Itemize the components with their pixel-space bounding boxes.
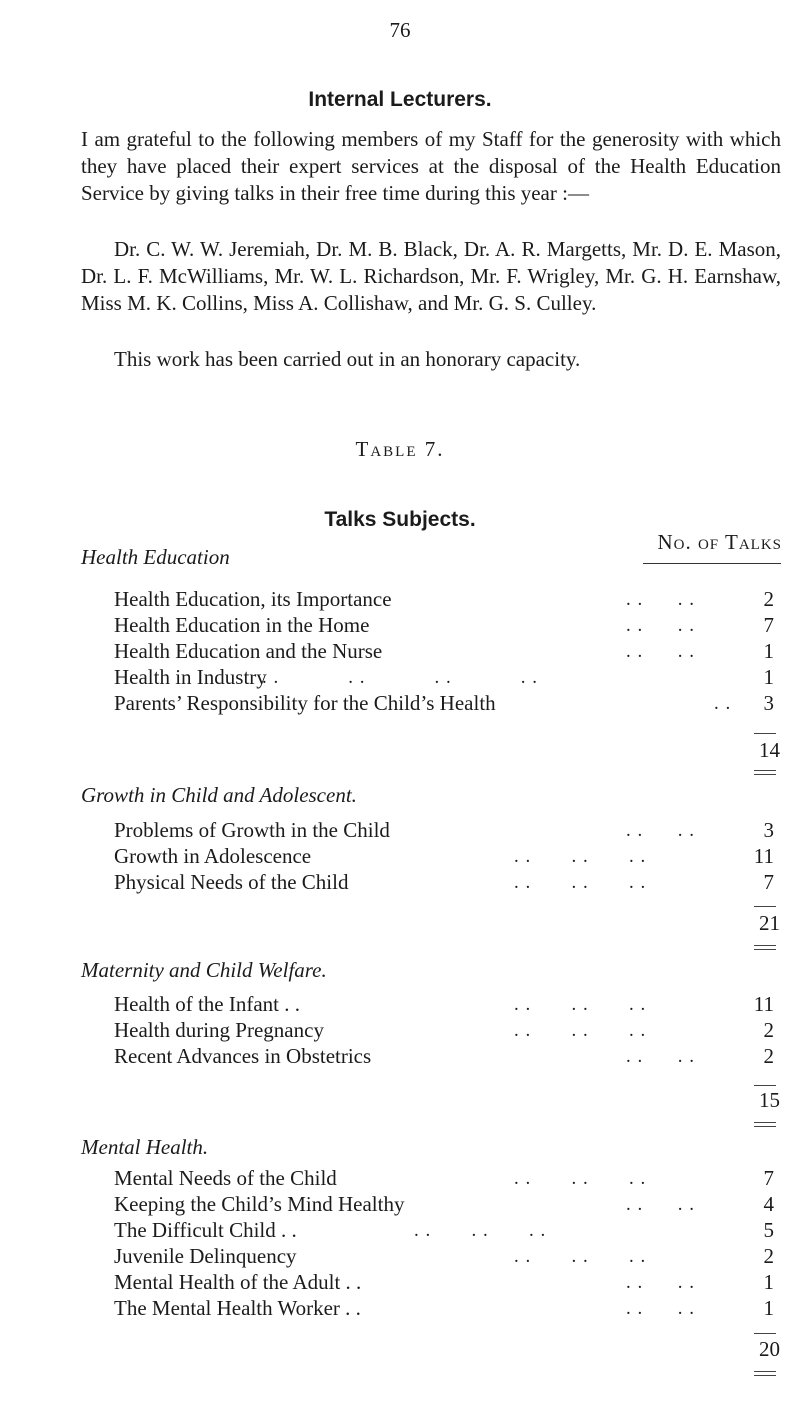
row-subject: Health Education, its Importance	[114, 587, 392, 611]
row-count: 1	[763, 639, 774, 663]
table-label: Table 7.	[355, 437, 445, 461]
table-row	[114, 1017, 774, 1044]
honorary-note: This work has been carried out in an honorary capacity.	[114, 347, 581, 371]
dot-leader: . . . .	[626, 1046, 695, 1067]
dot-leader: . . . . . .	[414, 1220, 547, 1241]
row-count: 7	[763, 613, 774, 637]
row-subject: Recent Advances in Obstetrics	[114, 1044, 372, 1068]
row-count: 2	[763, 1018, 774, 1042]
dot-leader: . . . .	[626, 1194, 695, 1215]
row-count: 11	[753, 992, 774, 1016]
table-row	[114, 1243, 774, 1270]
column-header-no-of-talks: No. of Talks	[657, 530, 782, 554]
dot-leader: . .	[714, 693, 732, 714]
table-row	[114, 991, 774, 1018]
row-count: 2	[763, 587, 774, 611]
row-subject: Mental Needs of the Child	[114, 1166, 337, 1190]
row-subject: Growth in Adolescence	[114, 844, 312, 868]
row-subject: Physical Needs of the Child	[114, 870, 349, 894]
row-subject: Health of the Infant . .	[114, 992, 301, 1016]
row-subject: Keeping the Child’s Mind Healthy	[114, 1192, 405, 1216]
subtotal-rule	[754, 906, 776, 907]
table-row	[114, 1269, 774, 1296]
total-double-rule	[754, 945, 776, 950]
dot-leader: . . . . . . . .	[262, 667, 538, 688]
row-count: 5	[763, 1218, 774, 1242]
group-total: 15	[759, 1088, 780, 1112]
row-subject: Health during Pregnancy	[114, 1018, 324, 1042]
section-title: Internal Lecturers.	[308, 88, 492, 111]
table-row	[114, 612, 774, 639]
dot-leader: . . . . . .	[514, 1246, 647, 1267]
row-subject: Parents’ Responsibility for the Child’s Health	[114, 691, 496, 715]
table-row	[114, 1217, 774, 1244]
group-total: 14	[759, 738, 780, 762]
dot-leader: . . . . . .	[514, 1020, 647, 1041]
table-title: Talks Subjects.	[324, 508, 476, 531]
dot-leader: . . . . . .	[514, 872, 647, 893]
subtotal-rule	[754, 1085, 776, 1086]
column-header-rule	[643, 563, 781, 564]
group-total: 21	[759, 911, 780, 935]
dot-leader: . . . .	[626, 641, 695, 662]
table-row	[114, 817, 774, 844]
row-count: 4	[763, 1192, 774, 1216]
row-subject: The Mental Health Worker . .	[114, 1296, 361, 1320]
table-row	[114, 1191, 774, 1218]
table-row	[114, 690, 774, 717]
table-row	[114, 869, 774, 896]
table-row	[114, 1043, 774, 1070]
total-double-rule	[754, 1371, 776, 1376]
row-count: 3	[763, 691, 774, 715]
dot-leader: . . . .	[626, 1298, 695, 1319]
table-row	[114, 586, 774, 613]
group-title-growth: Growth in Child and Adolescent.	[81, 783, 357, 807]
row-count: 2	[763, 1044, 774, 1068]
total-double-rule	[754, 770, 776, 775]
row-count: 1	[763, 1270, 774, 1294]
subtotal-rule	[754, 1333, 776, 1334]
row-count: 11	[753, 844, 774, 868]
row-subject: Juvenile Delinquency	[114, 1244, 297, 1268]
row-count: 1	[763, 665, 774, 689]
dot-leader: . . . . . .	[514, 994, 647, 1015]
row-count: 2	[763, 1244, 774, 1268]
row-count: 3	[763, 818, 774, 842]
dot-leader: . . . .	[626, 589, 695, 610]
table-row	[114, 1295, 774, 1322]
dot-leader: . . . . . .	[514, 1168, 647, 1189]
table-row	[114, 1165, 774, 1192]
row-count: 7	[763, 1166, 774, 1190]
row-count: 1	[763, 1296, 774, 1320]
table-row	[114, 638, 774, 665]
intro-paragraph: I am grateful to the following members of my Staff for the generosity with which they have placed their expert services at the disposal of the Health Education Service by giving talks in their free time during this year :—	[81, 127, 781, 205]
subtotal-rule	[754, 733, 776, 734]
dot-leader: . . . .	[626, 615, 695, 636]
row-subject: Health in Industry	[114, 665, 267, 689]
group-total: 20	[759, 1337, 780, 1361]
row-subject: Problems of Growth in the Child	[114, 818, 390, 842]
row-subject: Health Education and the Nurse	[114, 639, 383, 663]
row-subject: The Difficult Child . .	[114, 1218, 297, 1242]
total-double-rule	[754, 1122, 776, 1127]
group-title-maternity: Maternity and Child Welfare.	[81, 958, 327, 982]
row-subject: Health Education in the Home	[114, 613, 370, 637]
dot-leader: . . . .	[626, 1272, 695, 1293]
row-subject: Mental Health of the Adult . .	[114, 1270, 362, 1294]
row-count: 7	[763, 870, 774, 894]
dot-leader: . . . .	[626, 820, 695, 841]
dot-leader: . . . . . .	[514, 846, 647, 867]
table-row	[114, 843, 774, 870]
lecturer-names-paragraph: Dr. C. W. W. Jeremiah, Dr. M. B. Black, Dr. A. R. Margetts, Mr. D. E. Mason, Dr. L. F. McWilliams, Mr. W. L. Richardson, Mr. F. Wrigley, Mr. G. H. Earnshaw, Miss M. K. Collins, Miss A. Collishaw, and Mr. G. S. Culley.	[81, 237, 781, 315]
group-title-health-education: Health Education	[81, 545, 230, 569]
page-number: 76	[389, 18, 411, 42]
group-title-mental-health: Mental Health.	[81, 1135, 209, 1159]
table-row	[114, 664, 774, 691]
